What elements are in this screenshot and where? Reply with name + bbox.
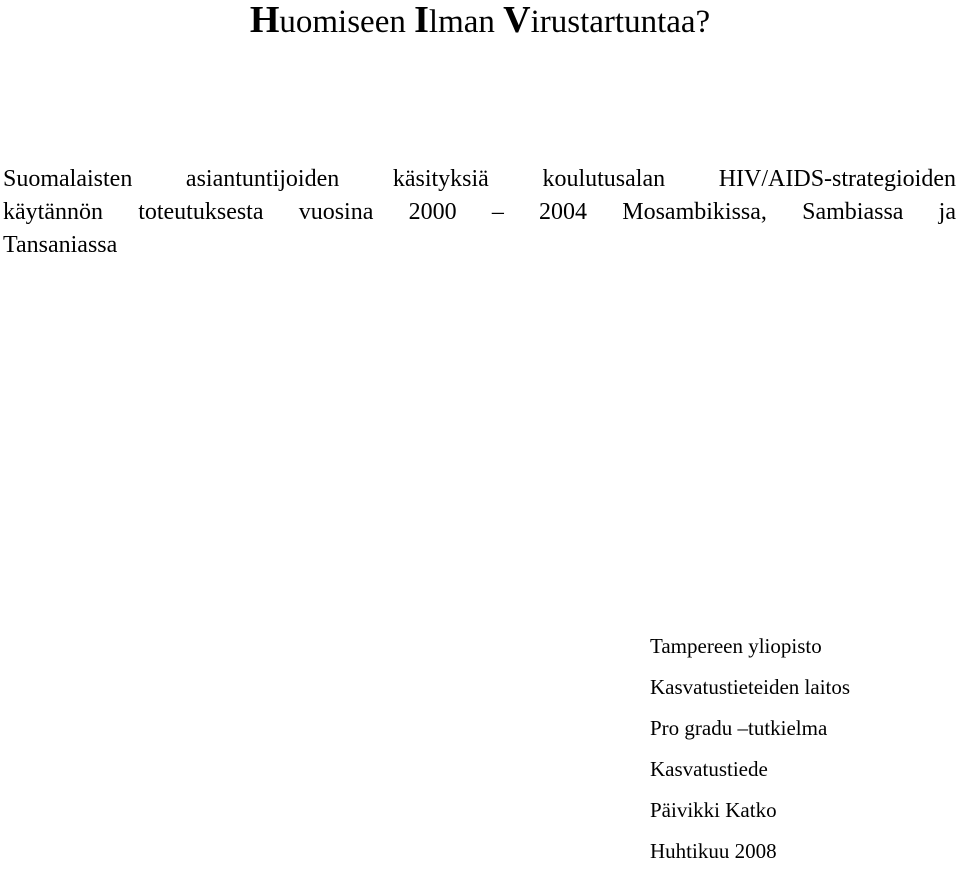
subject-name: Kasvatustiede <box>650 757 768 781</box>
title-initial: H <box>249 0 280 41</box>
title-text: lman <box>428 4 504 40</box>
title-text: uomiseen <box>279 4 415 40</box>
university-name: Tampereen yliopisto <box>650 634 822 658</box>
department-name: Kasvatustieteiden laitos <box>650 675 851 699</box>
document-title <box>0 0 960 42</box>
thesis-type: Pro gradu –tutkielma <box>650 716 828 740</box>
document-subtitle <box>3 163 956 262</box>
title-initial: V <box>503 0 531 41</box>
subtitle-line: käytännön toteutuksesta vuosina 2000 – 2004 Mosambikissa, Sambiassa ja <box>3 199 956 225</box>
title-initial: I <box>414 0 429 41</box>
thesis-date: Huhtikuu 2008 <box>650 839 777 863</box>
title-text: irustartuntaa? <box>530 4 711 40</box>
subtitle-line: Suomalaisten asiantuntijoiden käsityksiä koulutusalan HIV/AIDS-strategioiden <box>3 166 956 192</box>
author-name: Päivikki Katko <box>650 798 777 822</box>
subtitle-line: Tansaniassa <box>3 232 118 258</box>
thesis-info-block <box>650 626 850 872</box>
